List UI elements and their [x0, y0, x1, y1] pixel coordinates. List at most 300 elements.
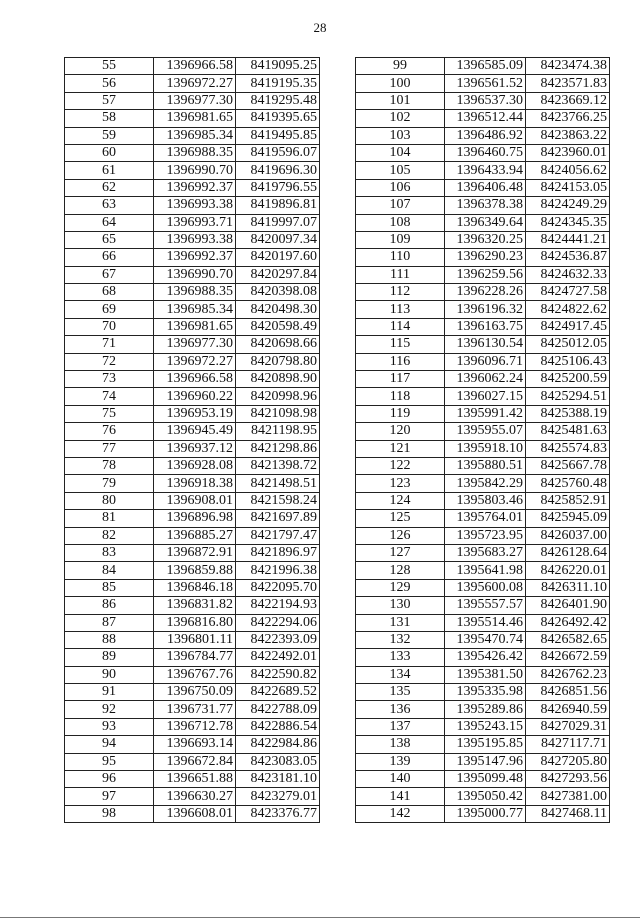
x-coordinate-cell: 1396767.76 — [154, 666, 236, 683]
page-number: 28 — [313, 20, 327, 35]
y-coordinate-cell: 8425106.43 — [526, 353, 610, 370]
point-number-cell: 56 — [65, 75, 154, 92]
table-row — [356, 440, 610, 457]
table-row — [65, 701, 320, 718]
point-number-cell: 90 — [65, 666, 154, 683]
y-coordinate-cell: 8424249.29 — [526, 197, 610, 214]
point-number-cell: 69 — [65, 301, 154, 318]
table-row — [65, 388, 320, 405]
y-coordinate-cell: 8425760.48 — [526, 475, 610, 492]
point-number-cell: 135 — [356, 684, 445, 701]
point-number-cell: 97 — [65, 788, 154, 805]
y-coordinate-cell: 8421398.72 — [236, 457, 320, 474]
table-row — [356, 457, 610, 474]
y-coordinate-cell: 8426492.42 — [526, 614, 610, 631]
point-number-cell: 111 — [356, 266, 445, 283]
y-coordinate-cell: 8421896.97 — [236, 544, 320, 561]
table-row — [65, 718, 320, 735]
y-coordinate-cell: 8427293.56 — [526, 771, 610, 788]
point-number-cell: 107 — [356, 197, 445, 214]
x-coordinate-cell: 1396859.88 — [154, 562, 236, 579]
y-coordinate-cell: 8421598.24 — [236, 492, 320, 509]
table-row — [356, 336, 610, 353]
y-coordinate-cell: 8425200.59 — [526, 371, 610, 388]
point-number-cell: 65 — [65, 231, 154, 248]
point-number-cell: 67 — [65, 266, 154, 283]
point-number-cell: 136 — [356, 701, 445, 718]
y-coordinate-cell: 8419295.48 — [236, 92, 320, 109]
x-coordinate-cell: 1396672.84 — [154, 753, 236, 770]
table-row — [65, 423, 320, 440]
y-coordinate-cell: 8424822.62 — [526, 301, 610, 318]
x-coordinate-cell: 1396908.01 — [154, 492, 236, 509]
y-coordinate-cell: 8421198.95 — [236, 423, 320, 440]
x-coordinate-cell: 1395099.48 — [445, 771, 526, 788]
point-number-cell: 93 — [65, 718, 154, 735]
point-number-cell: 91 — [65, 684, 154, 701]
y-coordinate-cell: 8422194.93 — [236, 597, 320, 614]
table-row — [65, 771, 320, 788]
table-row — [356, 162, 610, 179]
table-row — [65, 562, 320, 579]
x-coordinate-cell: 1396537.30 — [445, 92, 526, 109]
point-number-cell: 85 — [65, 579, 154, 596]
x-coordinate-cell: 1395514.46 — [445, 614, 526, 631]
x-coordinate-cell: 1396993.71 — [154, 214, 236, 231]
y-coordinate-cell: 8419495.85 — [236, 127, 320, 144]
table-row — [356, 144, 610, 161]
point-number-cell: 79 — [65, 475, 154, 492]
x-coordinate-cell: 1396981.65 — [154, 110, 236, 127]
table-row — [65, 353, 320, 370]
point-number-cell: 120 — [356, 423, 445, 440]
x-coordinate-cell: 1396993.38 — [154, 231, 236, 248]
point-number-cell: 71 — [65, 336, 154, 353]
y-coordinate-cell: 8423766.25 — [526, 110, 610, 127]
x-coordinate-cell: 1396928.08 — [154, 457, 236, 474]
x-coordinate-cell: 1396608.01 — [154, 805, 236, 822]
table-row — [356, 718, 610, 735]
point-number-cell: 114 — [356, 318, 445, 335]
table-row — [356, 266, 610, 283]
x-coordinate-cell: 1395641.98 — [445, 562, 526, 579]
point-number-cell: 64 — [65, 214, 154, 231]
table-row — [356, 58, 610, 75]
x-coordinate-cell: 1396953.19 — [154, 405, 236, 422]
table-row — [356, 388, 610, 405]
point-number-cell: 122 — [356, 457, 445, 474]
point-number-cell: 81 — [65, 510, 154, 527]
point-number-cell: 134 — [356, 666, 445, 683]
x-coordinate-cell: 1396163.75 — [445, 318, 526, 335]
point-number-cell: 59 — [65, 127, 154, 144]
x-coordinate-cell: 1396896.98 — [154, 510, 236, 527]
y-coordinate-cell: 8425852.91 — [526, 492, 610, 509]
point-number-cell: 86 — [65, 597, 154, 614]
point-number-cell: 106 — [356, 179, 445, 196]
table-row — [65, 249, 320, 266]
y-coordinate-cell: 8423669.12 — [526, 92, 610, 109]
y-coordinate-cell: 8425574.83 — [526, 440, 610, 457]
x-coordinate-cell: 1396630.27 — [154, 788, 236, 805]
x-coordinate-cell: 1396885.27 — [154, 527, 236, 544]
point-number-cell: 74 — [65, 388, 154, 405]
y-coordinate-cell: 8419195.35 — [236, 75, 320, 92]
x-coordinate-cell: 1396872.91 — [154, 544, 236, 561]
x-coordinate-cell: 1396062.24 — [445, 371, 526, 388]
point-number-cell: 92 — [65, 701, 154, 718]
x-coordinate-cell: 1396960.22 — [154, 388, 236, 405]
point-number-cell: 131 — [356, 614, 445, 631]
point-number-cell: 60 — [65, 144, 154, 161]
point-number-cell: 130 — [356, 597, 445, 614]
x-coordinate-cell: 1396801.11 — [154, 631, 236, 648]
table-row — [65, 684, 320, 701]
y-coordinate-cell: 8427117.71 — [526, 736, 610, 753]
point-number-cell: 61 — [65, 162, 154, 179]
y-coordinate-cell: 8421996.38 — [236, 562, 320, 579]
x-coordinate-cell: 1396731.77 — [154, 701, 236, 718]
x-coordinate-cell: 1395557.57 — [445, 597, 526, 614]
table-row — [65, 666, 320, 683]
y-coordinate-cell: 8420398.08 — [236, 284, 320, 301]
x-coordinate-cell: 1396290.23 — [445, 249, 526, 266]
point-number-cell: 84 — [65, 562, 154, 579]
y-coordinate-cell: 8425012.05 — [526, 336, 610, 353]
point-number-cell: 95 — [65, 753, 154, 770]
table-row — [65, 440, 320, 457]
x-coordinate-cell: 1396693.14 — [154, 736, 236, 753]
point-number-cell: 104 — [356, 144, 445, 161]
point-number-cell: 94 — [65, 736, 154, 753]
x-coordinate-cell: 1396460.75 — [445, 144, 526, 161]
x-coordinate-cell: 1396259.56 — [445, 266, 526, 283]
y-coordinate-cell: 8422095.70 — [236, 579, 320, 596]
table-row — [356, 405, 610, 422]
table-row — [65, 614, 320, 631]
table-row — [65, 110, 320, 127]
table-row — [65, 597, 320, 614]
y-coordinate-cell: 8421498.51 — [236, 475, 320, 492]
y-coordinate-cell: 8425294.51 — [526, 388, 610, 405]
table-row — [356, 353, 610, 370]
table-row — [356, 614, 610, 631]
y-coordinate-cell: 8424153.05 — [526, 179, 610, 196]
point-number-cell: 63 — [65, 197, 154, 214]
table-row — [65, 371, 320, 388]
x-coordinate-cell: 1395335.98 — [445, 684, 526, 701]
table-row — [356, 788, 610, 805]
x-coordinate-cell: 1396988.35 — [154, 144, 236, 161]
y-coordinate-cell: 8419095.25 — [236, 58, 320, 75]
y-coordinate-cell: 8427381.00 — [526, 788, 610, 805]
table-row — [356, 301, 610, 318]
x-coordinate-cell: 1396816.80 — [154, 614, 236, 631]
x-coordinate-cell: 1396990.70 — [154, 266, 236, 283]
point-number-cell: 72 — [65, 353, 154, 370]
point-number-cell: 103 — [356, 127, 445, 144]
point-number-cell: 99 — [356, 58, 445, 75]
y-coordinate-cell: 8423279.01 — [236, 788, 320, 805]
y-coordinate-cell: 8419696.30 — [236, 162, 320, 179]
point-number-cell: 78 — [65, 457, 154, 474]
point-number-cell: 77 — [65, 440, 154, 457]
y-coordinate-cell: 8426037.00 — [526, 527, 610, 544]
table-row — [356, 649, 610, 666]
table-row — [65, 753, 320, 770]
table-row — [356, 110, 610, 127]
x-coordinate-cell: 1395381.50 — [445, 666, 526, 683]
point-number-cell: 102 — [356, 110, 445, 127]
table-row — [356, 475, 610, 492]
table-row — [356, 214, 610, 231]
point-number-cell: 137 — [356, 718, 445, 735]
x-coordinate-cell: 1396228.26 — [445, 284, 526, 301]
y-coordinate-cell: 8424056.62 — [526, 162, 610, 179]
y-coordinate-cell: 8423181.10 — [236, 771, 320, 788]
table-row — [356, 666, 610, 683]
x-coordinate-cell: 1395600.08 — [445, 579, 526, 596]
table-row — [356, 197, 610, 214]
point-number-cell: 129 — [356, 579, 445, 596]
y-coordinate-cell: 8425667.78 — [526, 457, 610, 474]
point-number-cell: 138 — [356, 736, 445, 753]
point-number-cell: 124 — [356, 492, 445, 509]
y-coordinate-cell: 8426401.90 — [526, 597, 610, 614]
x-coordinate-cell: 1396784.77 — [154, 649, 236, 666]
y-coordinate-cell: 8423376.77 — [236, 805, 320, 822]
table-row — [356, 736, 610, 753]
y-coordinate-cell: 8420898.90 — [236, 371, 320, 388]
y-coordinate-cell: 8424441.21 — [526, 231, 610, 248]
point-number-cell: 142 — [356, 805, 445, 822]
x-coordinate-cell: 1396990.70 — [154, 162, 236, 179]
y-coordinate-cell: 8426582.65 — [526, 631, 610, 648]
x-coordinate-cell: 1396966.58 — [154, 58, 236, 75]
point-number-cell: 118 — [356, 388, 445, 405]
y-coordinate-cell: 8422393.09 — [236, 631, 320, 648]
point-number-cell: 113 — [356, 301, 445, 318]
y-coordinate-cell: 8420998.96 — [236, 388, 320, 405]
table-row — [65, 805, 320, 822]
point-number-cell: 141 — [356, 788, 445, 805]
x-coordinate-cell: 1395000.77 — [445, 805, 526, 822]
y-coordinate-cell: 8422689.52 — [236, 684, 320, 701]
x-coordinate-cell: 1396972.27 — [154, 75, 236, 92]
x-coordinate-cell: 1396981.65 — [154, 318, 236, 335]
x-coordinate-cell: 1396486.92 — [445, 127, 526, 144]
point-number-cell: 127 — [356, 544, 445, 561]
x-coordinate-cell: 1395426.42 — [445, 649, 526, 666]
y-coordinate-cell: 8419395.65 — [236, 110, 320, 127]
y-coordinate-cell: 8426311.10 — [526, 579, 610, 596]
point-number-cell: 58 — [65, 110, 154, 127]
point-number-cell: 132 — [356, 631, 445, 648]
x-coordinate-cell: 1395723.95 — [445, 527, 526, 544]
point-number-cell: 75 — [65, 405, 154, 422]
point-number-cell: 110 — [356, 249, 445, 266]
y-coordinate-cell: 8422590.82 — [236, 666, 320, 683]
table-row — [356, 249, 610, 266]
y-coordinate-cell: 8420297.84 — [236, 266, 320, 283]
table-row — [356, 284, 610, 301]
y-coordinate-cell: 8427205.80 — [526, 753, 610, 770]
x-coordinate-cell: 1396992.37 — [154, 179, 236, 196]
x-coordinate-cell: 1395880.51 — [445, 457, 526, 474]
y-coordinate-cell: 8422788.09 — [236, 701, 320, 718]
x-coordinate-cell: 1395803.46 — [445, 492, 526, 509]
point-number-cell: 73 — [65, 371, 154, 388]
x-coordinate-cell: 1396378.38 — [445, 197, 526, 214]
x-coordinate-cell: 1396561.52 — [445, 75, 526, 92]
table-row — [65, 318, 320, 335]
point-number-cell: 119 — [356, 405, 445, 422]
point-number-cell: 117 — [356, 371, 445, 388]
x-coordinate-cell: 1396977.30 — [154, 92, 236, 109]
x-coordinate-cell: 1396027.15 — [445, 388, 526, 405]
x-coordinate-cell: 1396977.30 — [154, 336, 236, 353]
x-coordinate-cell: 1396349.64 — [445, 214, 526, 231]
table-row — [65, 266, 320, 283]
y-coordinate-cell: 8424632.33 — [526, 266, 610, 283]
y-coordinate-cell: 8419896.81 — [236, 197, 320, 214]
table-row — [65, 92, 320, 109]
point-number-cell: 83 — [65, 544, 154, 561]
point-number-cell: 66 — [65, 249, 154, 266]
y-coordinate-cell: 8424345.35 — [526, 214, 610, 231]
x-coordinate-cell: 1396712.78 — [154, 718, 236, 735]
table-row — [356, 179, 610, 196]
point-number-cell: 116 — [356, 353, 445, 370]
y-coordinate-cell: 8422984.86 — [236, 736, 320, 753]
x-coordinate-cell: 1396750.09 — [154, 684, 236, 701]
x-coordinate-cell: 1395470.74 — [445, 631, 526, 648]
y-coordinate-cell: 8426220.01 — [526, 562, 610, 579]
table-row — [65, 162, 320, 179]
table-row — [356, 684, 610, 701]
x-coordinate-cell: 1396993.38 — [154, 197, 236, 214]
point-number-cell: 62 — [65, 179, 154, 196]
point-number-cell: 70 — [65, 318, 154, 335]
coordinates-table-left — [64, 57, 320, 823]
y-coordinate-cell: 8423571.83 — [526, 75, 610, 92]
table-row — [356, 127, 610, 144]
x-coordinate-cell: 1395842.29 — [445, 475, 526, 492]
point-number-cell: 80 — [65, 492, 154, 509]
table-row — [356, 318, 610, 335]
point-number-cell: 108 — [356, 214, 445, 231]
x-coordinate-cell: 1396918.38 — [154, 475, 236, 492]
table-row — [356, 701, 610, 718]
x-coordinate-cell: 1396512.44 — [445, 110, 526, 127]
x-coordinate-cell: 1396985.34 — [154, 127, 236, 144]
table-row — [65, 631, 320, 648]
point-number-cell: 88 — [65, 631, 154, 648]
table-row — [65, 579, 320, 596]
y-coordinate-cell: 8420598.49 — [236, 318, 320, 335]
y-coordinate-cell: 8422294.06 — [236, 614, 320, 631]
y-coordinate-cell: 8420498.30 — [236, 301, 320, 318]
x-coordinate-cell: 1395243.15 — [445, 718, 526, 735]
y-coordinate-cell: 8426672.59 — [526, 649, 610, 666]
y-coordinate-cell: 8426940.59 — [526, 701, 610, 718]
point-number-cell: 105 — [356, 162, 445, 179]
y-coordinate-cell: 8420197.60 — [236, 249, 320, 266]
bottom-divider — [0, 917, 640, 918]
table-row — [65, 736, 320, 753]
table-row — [65, 544, 320, 561]
point-number-cell: 76 — [65, 423, 154, 440]
y-coordinate-cell: 8424727.58 — [526, 284, 610, 301]
y-coordinate-cell: 8426128.64 — [526, 544, 610, 561]
table-row — [65, 127, 320, 144]
table-row — [356, 371, 610, 388]
x-coordinate-cell: 1396972.27 — [154, 353, 236, 370]
point-number-cell: 140 — [356, 771, 445, 788]
x-coordinate-cell: 1396406.48 — [445, 179, 526, 196]
table-row — [356, 631, 610, 648]
point-number-cell: 98 — [65, 805, 154, 822]
point-number-cell: 57 — [65, 92, 154, 109]
table-row — [356, 92, 610, 109]
point-number-cell: 68 — [65, 284, 154, 301]
table-row — [356, 527, 610, 544]
table-row — [65, 336, 320, 353]
x-coordinate-cell: 1396433.94 — [445, 162, 526, 179]
point-number-cell: 96 — [65, 771, 154, 788]
x-coordinate-cell: 1395991.42 — [445, 405, 526, 422]
x-coordinate-cell: 1395683.27 — [445, 544, 526, 561]
point-number-cell: 89 — [65, 649, 154, 666]
x-coordinate-cell: 1395918.10 — [445, 440, 526, 457]
point-number-cell: 100 — [356, 75, 445, 92]
x-coordinate-cell: 1396937.12 — [154, 440, 236, 457]
x-coordinate-cell: 1396846.18 — [154, 579, 236, 596]
x-coordinate-cell: 1395289.86 — [445, 701, 526, 718]
x-coordinate-cell: 1396992.37 — [154, 249, 236, 266]
point-number-cell: 139 — [356, 753, 445, 770]
point-number-cell: 128 — [356, 562, 445, 579]
table-row — [65, 301, 320, 318]
point-number-cell: 115 — [356, 336, 445, 353]
y-coordinate-cell: 8423863.22 — [526, 127, 610, 144]
y-coordinate-cell: 8421697.89 — [236, 510, 320, 527]
y-coordinate-cell: 8419596.07 — [236, 144, 320, 161]
table-row — [356, 492, 610, 509]
point-number-cell: 123 — [356, 475, 445, 492]
x-coordinate-cell: 1395147.96 — [445, 753, 526, 770]
table-row — [65, 475, 320, 492]
table-row — [356, 579, 610, 596]
table-row — [65, 527, 320, 544]
table-row — [65, 510, 320, 527]
y-coordinate-cell: 8425481.63 — [526, 423, 610, 440]
y-coordinate-cell: 8423960.01 — [526, 144, 610, 161]
table-row — [65, 284, 320, 301]
table-row — [356, 805, 610, 822]
x-coordinate-cell: 1396320.25 — [445, 231, 526, 248]
point-number-cell: 112 — [356, 284, 445, 301]
y-coordinate-cell: 8424917.45 — [526, 318, 610, 335]
table-row — [65, 58, 320, 75]
y-coordinate-cell: 8420698.66 — [236, 336, 320, 353]
table-row — [356, 544, 610, 561]
table-row — [65, 179, 320, 196]
x-coordinate-cell: 1396651.88 — [154, 771, 236, 788]
table-row — [356, 562, 610, 579]
y-coordinate-cell: 8421797.47 — [236, 527, 320, 544]
x-coordinate-cell: 1396988.35 — [154, 284, 236, 301]
